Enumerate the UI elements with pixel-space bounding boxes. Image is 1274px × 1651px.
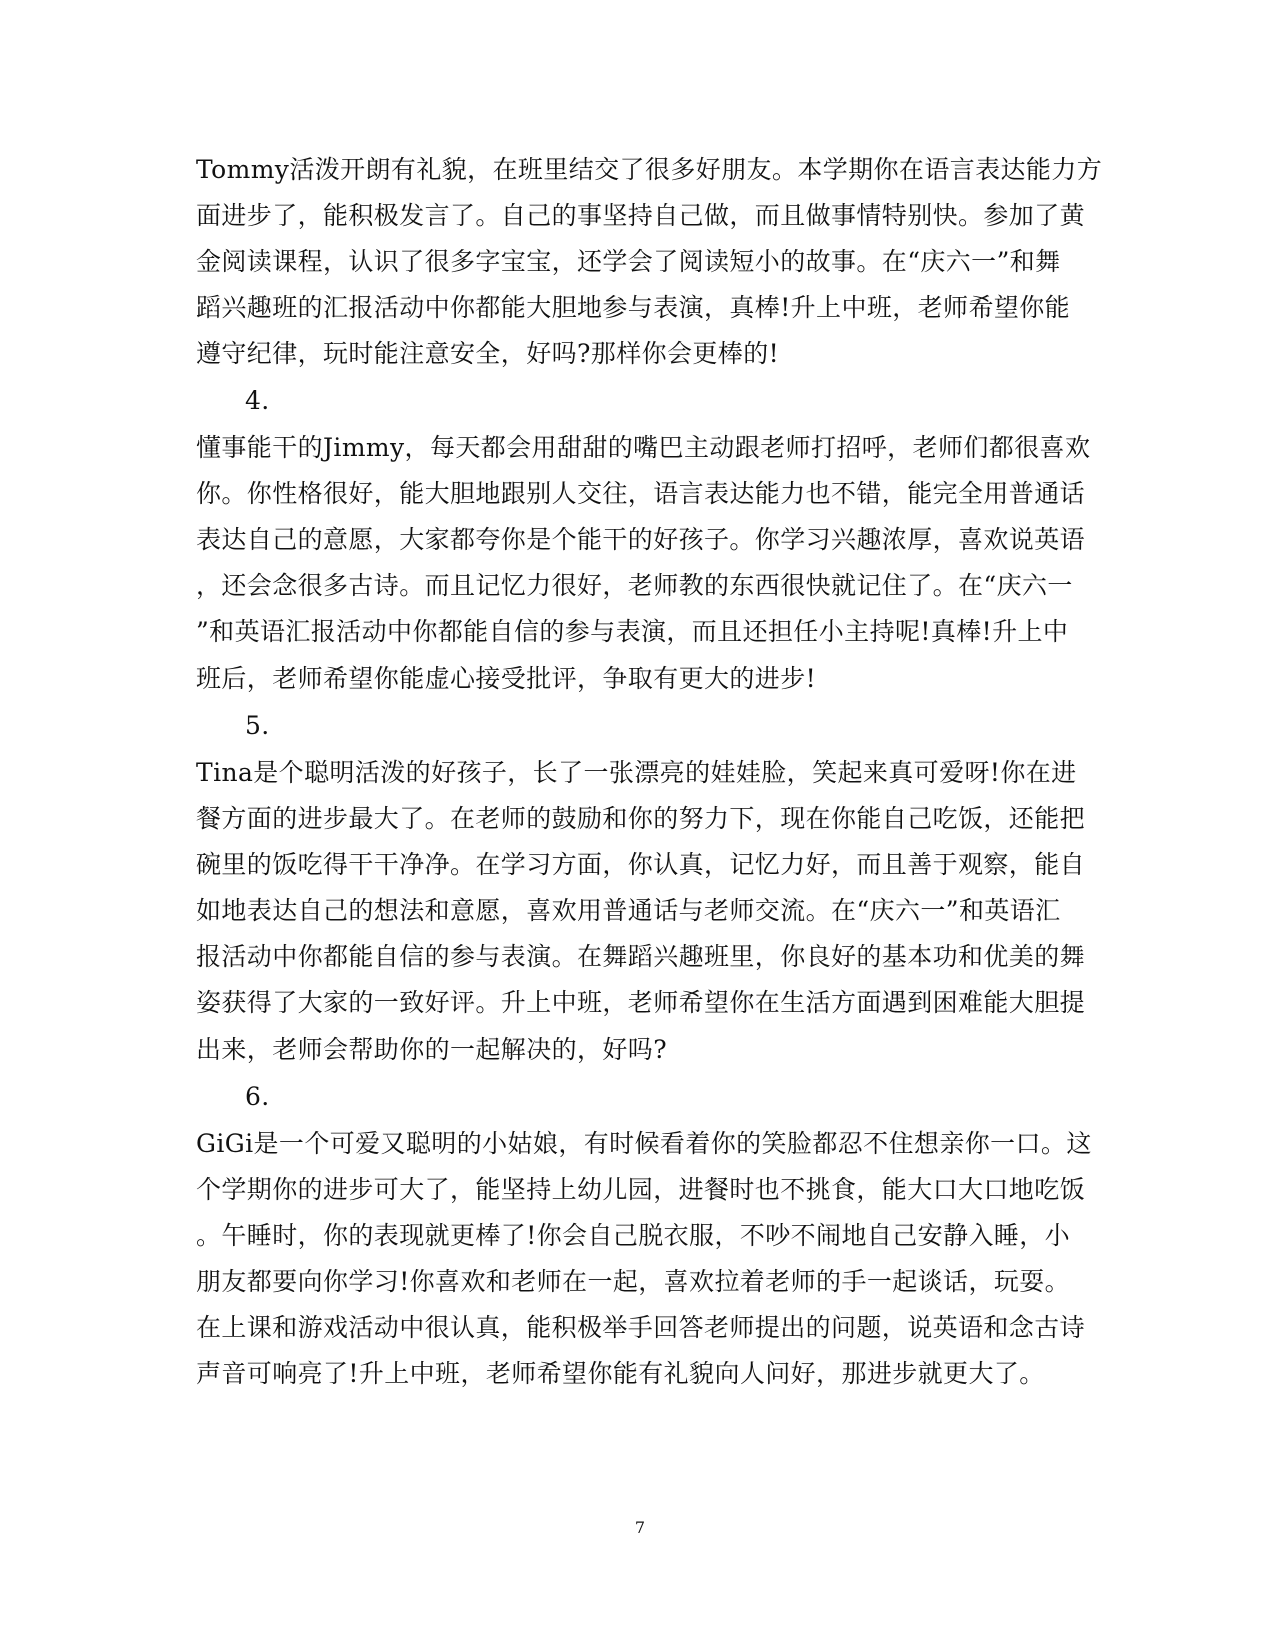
text-line: ”和英语汇报活动中你都能自信的参与表演，而且还担任小主持呢!真棒!升上中 [196,617,1069,646]
text-line: 个学期你的进步可大了，能坚持上幼儿园，进餐时也不挑食，能大口大口地吃饭 [196,1175,1086,1204]
text-line: GiGi是一个可爱又聪明的小姑娘，有时候看着你的笑脸都忍不住想亲你一口。这 [196,1129,1092,1158]
page-number: 7 [634,1518,646,1537]
text-line: 如地表达自己的想法和意愿，喜欢用普通话与老师交流。在“庆六一”和英语汇 [196,896,1061,925]
text-line: 在上课和游戏活动中很认真，能积极举手回答老师提出的问题，说英语和念古诗 [196,1313,1086,1342]
text-line: 出来，老师会帮助你的一起解决的，好吗? [196,1035,668,1064]
text-line: Tommy活泼开朗有礼貌，在班里结交了很多好朋友。本学期你在语言表达能力方 [196,155,1103,184]
item-number: 4. [245,386,270,415]
text-line: 餐方面的进步最大了。在老师的鼓励和你的努力下，现在你能自己吃饭，还能把 [196,804,1086,833]
text-line: 懂事能干的Jimmy，每天都会用甜甜的嘴巴主动跟老师打招呼，老师们都很喜欢 [196,433,1091,462]
text-line: 金阅读课程，认识了很多字宝宝，还学会了阅读短小的故事。在“庆六一”和舞 [196,247,1061,276]
text-line: 朋友都要向你学习!你喜欢和老师在一起，喜欢拉着老师的手一起谈话，玩耍。 [196,1267,1071,1296]
text-line: ，还会念很多古诗。而且记忆力很好，老师教的东西很快就记住了。在“庆六一 [196,571,1073,600]
text-line: 报活动中你都能自信的参与表演。在舞蹈兴趣班里，你良好的基本功和优美的舞 [196,942,1086,971]
item-number: 5. [245,711,270,740]
text-line: 姿获得了大家的一致好评。升上中班，老师希望你在生活方面遇到困难能大胆提 [196,988,1086,1017]
text-line: 面进步了，能积极发言了。自己的事坚持自己做，而且做事情特别快。参加了黄 [196,201,1086,230]
text-line: 你。你性格很好，能大胆地跟别人交往，语言表达能力也不错，能完全用普通话 [196,479,1086,508]
text-line: 班后，老师希望你能虚心接受批评，争取有更大的进步! [196,664,817,693]
text-line: Tina是个聪明活泼的好孩子，长了一张漂亮的娃娃脸，笑起来真可爱呀!你在进 [196,758,1077,787]
text-line: 。午睡时，你的表现就更棒了!你会自己脱衣服，不吵不闹地自己安静入睡，小 [196,1221,1071,1250]
text-line: 表达自己的意愿，大家都夸你是个能干的好孩子。你学习兴趣浓厚，喜欢说英语 [196,525,1086,554]
text-line: 蹈兴趣班的汇报活动中你都能大胆地参与表演，真棒!升上中班，老师希望你能 [196,293,1071,322]
item-number: 6. [245,1082,270,1111]
text-line: 碗里的饭吃得干干净净。在学习方面，你认真，记忆力好，而且善于观察，能自 [196,850,1086,879]
text-line: 遵守纪律，玩时能注意安全，好吗?那样你会更棒的! [196,339,780,368]
text-line: 声音可响亮了!升上中班，老师希望你能有礼貌向人问好，那进步就更大了。 [196,1359,1045,1388]
